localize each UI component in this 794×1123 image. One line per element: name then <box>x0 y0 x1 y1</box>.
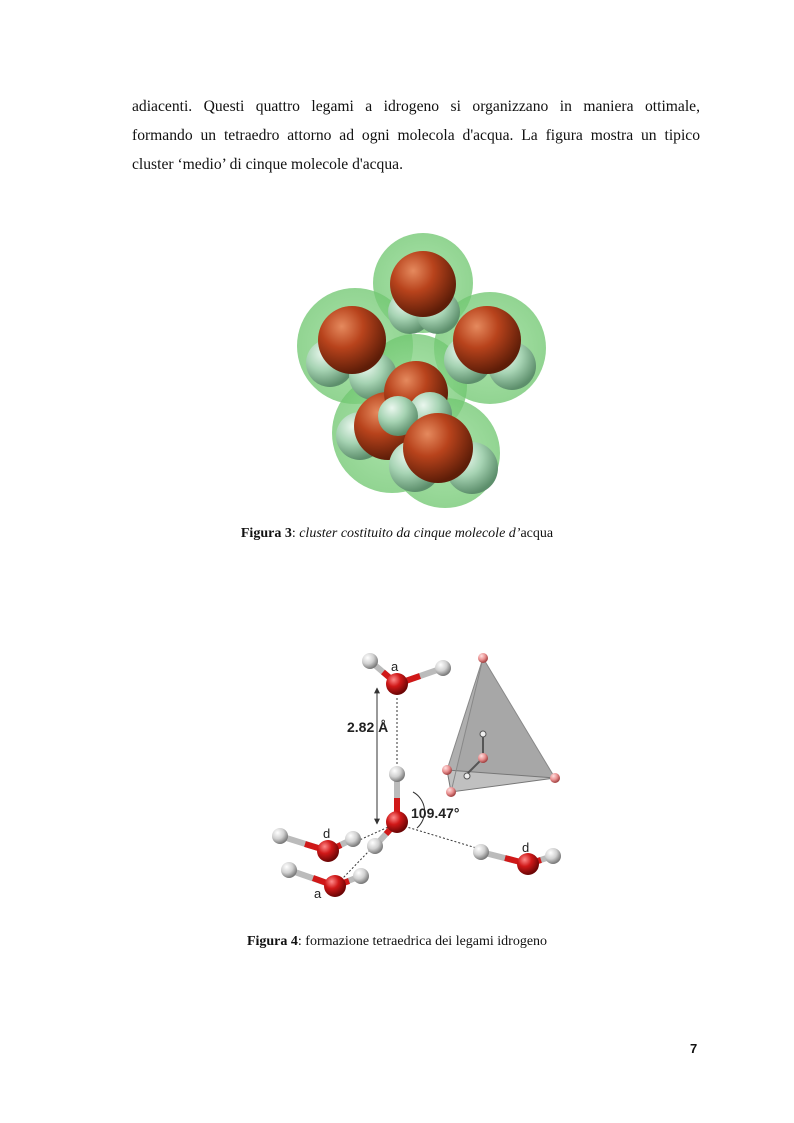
paragraph-line-1: adiacenti. Questi quattro legami a idrogeno si organizzano in maniera ottimale, <box>132 98 700 115</box>
angle-label: 109.47° <box>411 805 460 821</box>
figure-3-label: Figura 3 <box>240 526 292 541</box>
molecule-central <box>367 766 408 854</box>
caption-separator: : <box>291 526 300 541</box>
distance-label: 2.82 Å <box>347 719 389 735</box>
tetrahedron <box>442 653 560 797</box>
label-d-left: d <box>323 826 331 841</box>
figure-4-caption <box>0 934 794 950</box>
figure-3-caption-rest: acqua <box>520 526 554 541</box>
figure-4-label: Figura 4 <box>246 934 298 949</box>
molecule-top-acceptor <box>362 653 451 695</box>
figure-3-caption-italic: cluster costituito da cinque molecole d’ <box>299 526 521 541</box>
page-number: 7 <box>690 1041 698 1056</box>
body-paragraph <box>132 92 700 179</box>
figure-4-caption-rest: formazione tetraedrica dei legami idrogeno <box>305 934 548 949</box>
label-a-bottom: a <box>314 886 322 901</box>
molecule-left-donor <box>272 828 361 862</box>
figure-4-tetrahedral-bonds <box>255 646 585 908</box>
caption-separator: : <box>297 934 306 949</box>
figure-3-water-cluster <box>280 228 560 513</box>
molecule-bottom-acceptor <box>281 862 369 897</box>
label-a-top: a <box>391 659 399 674</box>
paragraph-line-2: formando un tetraedro attorno ad ogni molecola d'acqua. La figura mostra un tipico <box>132 127 700 144</box>
label-d-right: d <box>522 840 530 855</box>
figure-3-caption <box>0 526 794 542</box>
molecule-right-donor <box>473 844 561 875</box>
paragraph-line-3: cluster ‘medio’ di cinque molecole d'acqua. <box>132 156 403 173</box>
